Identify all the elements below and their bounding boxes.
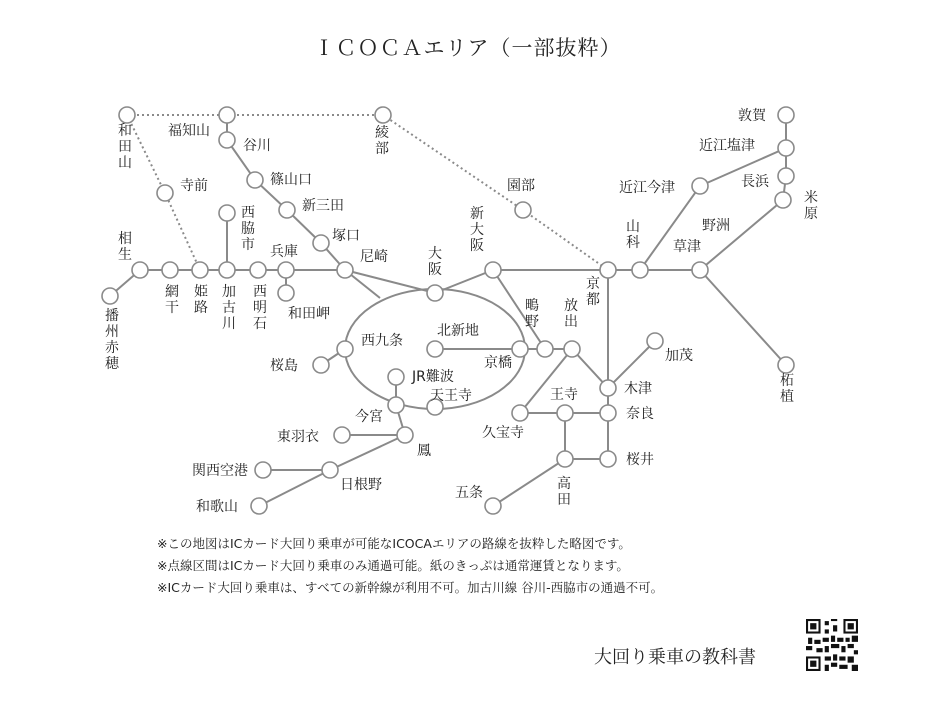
label-wadamisaki: 和田岬 — [288, 306, 330, 322]
brand-name: 大回り乗車の教科書 — [594, 647, 756, 668]
label-tanigawa: 谷川 — [243, 138, 271, 154]
station-nara — [600, 405, 616, 421]
station-sakurai — [600, 451, 616, 467]
label-shigino: 鴫野 — [525, 298, 539, 330]
station-aioi — [132, 262, 148, 278]
label-omi-imazu: 近江今津 — [619, 180, 675, 196]
station-hineno — [322, 462, 338, 478]
station-wakayama — [251, 498, 267, 514]
label-kyoto: 京都 — [586, 276, 600, 308]
label-gojo: 五条 — [455, 485, 483, 501]
label-yamashina: 山科 — [626, 219, 640, 251]
station-himeji — [192, 262, 208, 278]
station-wadayama — [119, 107, 135, 123]
station-kyoto — [600, 262, 616, 278]
station-kusatsu — [692, 262, 708, 278]
station-ayabe — [375, 107, 391, 123]
station-gojo — [485, 498, 501, 514]
station-hanaten — [564, 341, 580, 357]
station-aboshi — [162, 262, 178, 278]
station-maibara — [775, 192, 791, 208]
station-jr-namba — [388, 369, 404, 385]
label-sakurajima: 桜島 — [270, 358, 298, 374]
label-banshu-ako: 播州赤穂 — [105, 308, 119, 372]
label-shin-sanda: 新三田 — [302, 198, 344, 214]
station-hyogo — [278, 262, 294, 278]
station-sonobe — [515, 202, 531, 218]
label-osaka: 大阪 — [428, 246, 442, 278]
label-nishiwaki: 西脇市 — [241, 205, 255, 253]
station-sasayamaguchi — [247, 172, 263, 188]
label-kitashinchi: 北新地 — [437, 323, 479, 339]
label-sasayamaguchi: 篠山口 — [270, 172, 312, 188]
station-omi-shiotsu — [778, 140, 794, 156]
station-kizu — [600, 380, 616, 396]
station-sakurajima — [313, 357, 329, 373]
label-shin-osaka: 新大阪 — [470, 206, 484, 254]
station-nagahama — [778, 168, 794, 184]
label-aboshi: 網干 — [165, 284, 179, 316]
label-hyogo: 兵庫 — [270, 244, 298, 260]
station-imamiya — [388, 397, 404, 413]
label-kamo: 加茂 — [665, 348, 693, 364]
station-amagasaki — [337, 262, 353, 278]
station-nishiwaki — [219, 205, 235, 221]
label-tsuge: 柘植 — [780, 373, 794, 405]
label-tsuruga: 敦賀 — [738, 108, 766, 124]
label-oji: 王寺 — [550, 387, 578, 403]
label-himeji: 姫路 — [194, 284, 208, 316]
label-takada: 高田 — [557, 476, 571, 508]
label-jr-namba: JR難波 — [412, 369, 454, 385]
note-3: ※ICカード大回り乗車は、すべての新幹線が利用不可。加古川線 谷川-西脇市の通過不可。 — [157, 580, 664, 595]
map-title: ＩＣＯＣＡエリア（一部抜粋） — [313, 36, 622, 60]
station-shigino — [537, 341, 553, 357]
station-otori — [397, 427, 413, 443]
label-kizu: 木津 — [624, 381, 652, 397]
station-kudaraji — [512, 405, 528, 421]
label-nishi-akashi: 西明石 — [253, 284, 267, 332]
station-tsukaguchi — [313, 235, 329, 251]
station-banshu-ako — [102, 288, 118, 304]
label-yasu: 野洲 — [702, 218, 730, 234]
label-kakogawa: 加古川 — [222, 284, 236, 332]
label-sakurai: 桜井 — [626, 452, 654, 468]
station-kansai-airport — [255, 462, 271, 478]
station-shin-osaka — [485, 262, 501, 278]
label-nishikujo: 西九条 — [361, 333, 403, 349]
station-oji — [557, 405, 573, 421]
label-otori: 鳳 — [417, 443, 431, 459]
station-takada — [557, 451, 573, 467]
station-fukuchiyama — [219, 107, 235, 123]
label-kansai-airport: 関西空港 — [192, 463, 248, 479]
label-nagahama: 長浜 — [741, 174, 769, 190]
note-1: ※この地図はICカード大回り乗車が可能なICOCAエリアの路線を抜粋した略図です。 — [157, 536, 631, 551]
station-kamo — [647, 333, 663, 349]
station-shin-sanda — [279, 202, 295, 218]
station-tsuge — [778, 357, 794, 373]
label-wadayama: 和田山 — [118, 123, 132, 171]
label-omi-shiotsu: 近江塩津 — [699, 138, 755, 154]
label-wakayama: 和歌山 — [196, 499, 238, 515]
notes — [157, 533, 663, 599]
station-teramae — [157, 185, 173, 201]
label-hineno: 日根野 — [340, 477, 382, 493]
station-tanigawa — [219, 132, 235, 148]
label-teramae: 寺前 — [180, 178, 208, 194]
label-imamiya: 今宮 — [355, 409, 383, 425]
station-yamashina — [632, 262, 648, 278]
station-nishikujo — [337, 341, 353, 357]
station-kyobashi — [512, 341, 528, 357]
label-kusatsu: 草津 — [673, 239, 701, 255]
label-ayabe: 綾部 — [375, 125, 389, 157]
label-kyobashi: 京橋 — [484, 355, 512, 371]
label-fukuchiyama: 福知山 — [168, 123, 210, 139]
station-osaka — [427, 285, 443, 301]
label-maibara: 米原 — [804, 190, 818, 222]
station-tsuruga — [778, 107, 794, 123]
station-higashi-hanyu — [334, 427, 350, 443]
station-nishi-akashi — [250, 262, 266, 278]
label-tennoji: 天王寺 — [430, 388, 472, 404]
label-higashi-hanyu: 東羽衣 — [277, 429, 319, 445]
label-sonobe: 園部 — [507, 178, 535, 194]
label-nara: 奈良 — [626, 406, 654, 422]
station-wadamisaki — [278, 285, 294, 301]
rail-lines — [110, 115, 786, 506]
label-hanaten: 放出 — [564, 298, 578, 330]
station-kakogawa — [219, 262, 235, 278]
qr-code-icon — [806, 619, 858, 671]
label-aioi: 相生 — [118, 231, 132, 263]
label-amagasaki: 尼崎 — [360, 249, 388, 265]
station-kitashinchi — [427, 341, 443, 357]
station-omi-imazu — [692, 178, 708, 194]
label-tsukaguchi: 塚口 — [332, 228, 360, 244]
note-2: ※点線区間はICカード大回り乗車のみ通過可能。紙のきっぷは通常運賃となります。 — [157, 558, 629, 573]
label-kudaraji: 久宝寺 — [482, 425, 524, 441]
